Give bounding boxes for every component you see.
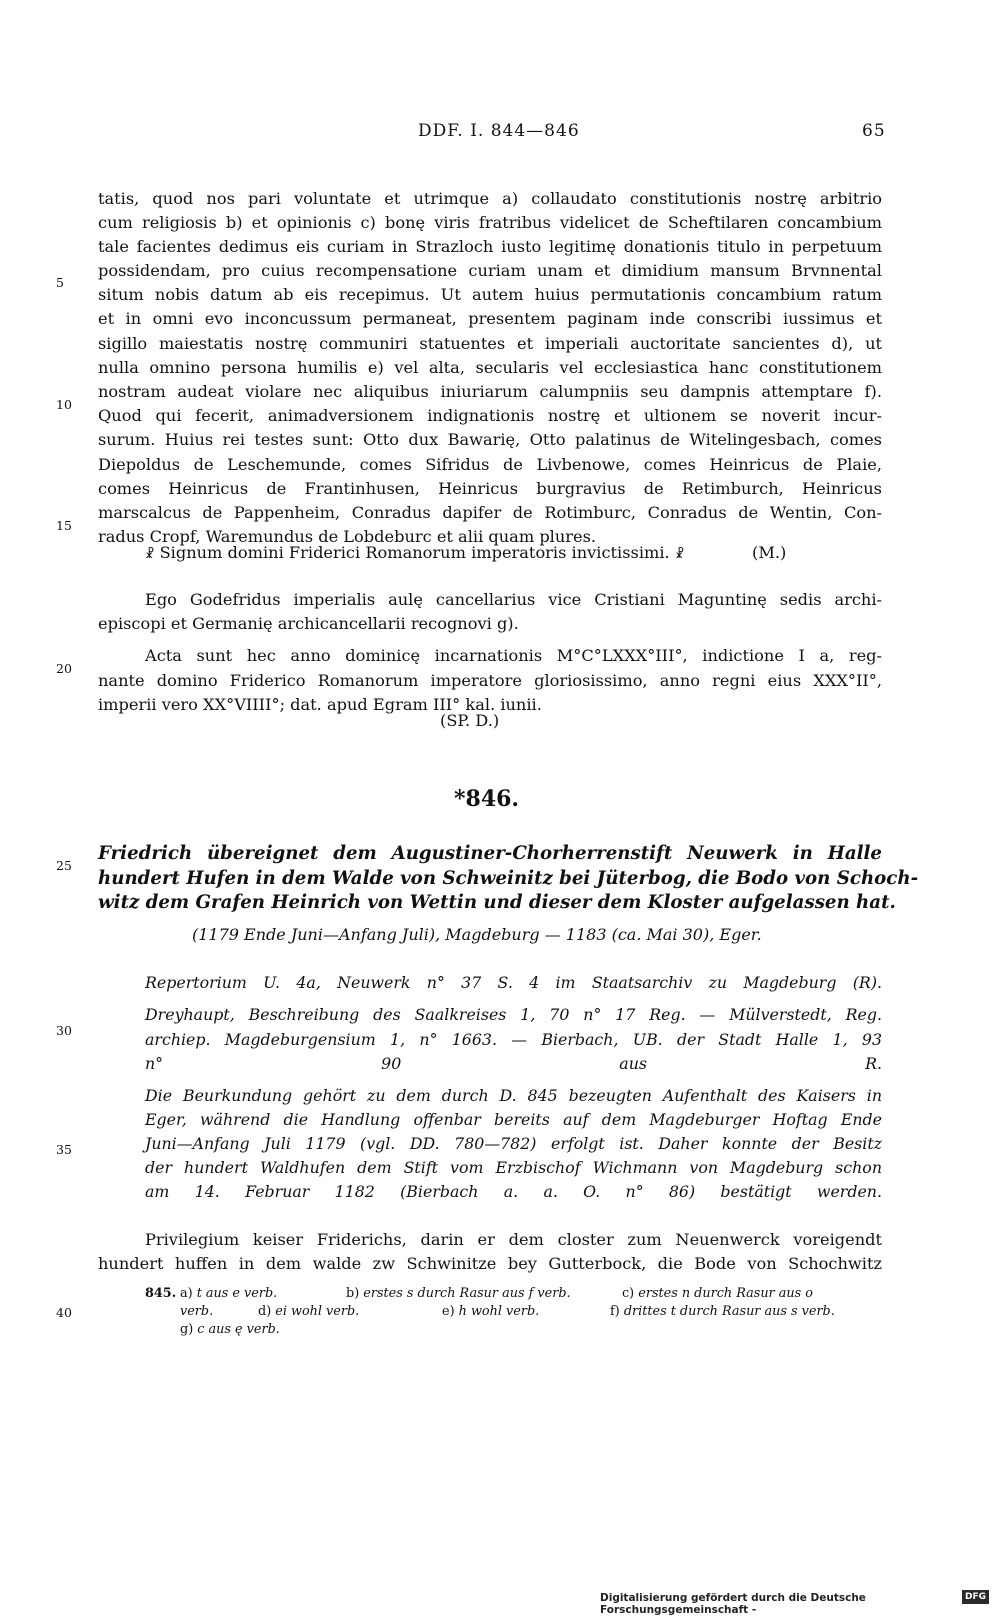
footnote-c: c) erstes n durch Rasur aus o: [622, 1286, 813, 1301]
line-number: 35: [56, 1142, 72, 1157]
commentary-line: am 14. Februar 1182 (Bierbach a. a. O. n° 86) bestätigt werden.: [145, 1181, 882, 1201]
title-line: witz dem Grafen Heinrich von Wettin und dieser dem Kloster aufgelassen hat.: [98, 892, 896, 914]
line-number: 15: [56, 518, 72, 533]
privilegium-line: hundert huffen in dem walde zw Schwinitze bey Gutterbock, die Bode von Schochwitz: [98, 1254, 882, 1274]
commentary-line: Die Beurkundung gehört zu dem durch D. 845 bezeugten Aufenthalt des Kaisers in: [145, 1085, 882, 1105]
footnote-e: e) h wohl verb.: [442, 1304, 540, 1319]
line-number: 40: [56, 1305, 72, 1320]
body-line: nostram audeat violare nec aliquibus iniuriarum calumpniis seu dampnis attemptare f).: [98, 382, 882, 402]
commentary-line: Juni—Anfang Juli 1179 (vgl. DD. 780—782) erfolgt ist. Daher konnte der Besitz: [145, 1133, 882, 1153]
dfg-logo: DFG: [962, 1590, 989, 1604]
footnote-a: a) t aus e verb.: [180, 1286, 278, 1301]
body-line: comes Heinricus de Frantinhusen, Heinricus burgravius de Retimburch, Heinricus: [98, 479, 882, 499]
seal-note: (SP. D.): [440, 711, 500, 730]
footnote-label: 845.: [145, 1286, 177, 1301]
header-title: DDF. I. 844—846: [418, 121, 580, 141]
body-line: Quod qui fecerit, animadversionem indignationis nostrę et ultionem se noverit incur-: [98, 406, 882, 426]
body-line: cum religiosis b) et opinionis c) bonę viris fratribus videlicet de Scheftilaren concambium: [98, 213, 882, 233]
recognition-line: Ego Godefridus imperialis aulę cancellarius vice Cristiani Maguntinę sedis archi-: [145, 590, 882, 610]
footnote-g: g) c aus ę verb.: [180, 1322, 280, 1337]
signum-line: [145, 543, 684, 562]
line-number: 20: [56, 661, 72, 676]
page-number: 65: [862, 121, 886, 141]
body-line: tatis, quod nos pari voluntate et utrimque a) collaudato constitutionis nostrę arbitrio: [98, 189, 882, 209]
body-line: possidendam, pro cuius recompensatione curiam unam et dimidium mansum Brvnnental: [98, 261, 882, 281]
commentary-line: Eger, während die Handlung offenbar bereits auf dem Magdeburger Hoftag Ende: [145, 1109, 882, 1129]
body-line: situm nobis datum ab eis recepimus. Ut autem huius permutationis concambium ratum: [98, 285, 882, 305]
edition-line: Dreyhaupt, Beschreibung des Saalkreises 1, 70 n° 17 Reg. — Mülverstedt, Reg.: [145, 1004, 882, 1024]
cross-icon: ☧: [145, 547, 155, 561]
footer-credit: Digitalisierung gefördert durch die Deutsche Forschungsgemeinschaft -: [600, 1592, 866, 1616]
body-line: surum. Huius rei testes sunt: Otto dux Bawarię, Otto palatinus de Witelingesbach, comes: [98, 430, 882, 450]
body-line: nulla omnino persona humilis e) vel alta, secularis vel ecclesiastica hanc constitutionem: [98, 358, 882, 378]
body-line: et in omni evo inconcussum permaneat, presentem paginam inde conscribi iussimus et: [98, 309, 882, 329]
commentary-line: der hundert Waldhufen dem Stift vom Erzbischof Wichmann von Magdeburg schon: [145, 1157, 882, 1177]
line-number: 5: [56, 275, 64, 290]
acta-line: nante domino Friderico Romanorum imperatore gloriosissimo, anno regni eius XXX°II°,: [98, 671, 882, 691]
title-line: hundert Hufen in dem Walde von Schweinitz bei Jüterbog, die Bodo von Schoch-: [98, 868, 919, 890]
cross-icon: ☧: [674, 547, 685, 561]
line-number: 30: [56, 1023, 72, 1038]
edition-line: n° 90 aus R.: [145, 1053, 882, 1073]
line-number: 25: [56, 858, 72, 873]
acta-line: Acta sunt hec anno dominicę incarnationis M°C°LXXX°III°, indictione I a, reg-: [145, 646, 882, 666]
repertorium-line: Repertorium U. 4a, Neuwerk n° 37 S. 4 im Staatsarchiv zu Magdeburg (R).: [145, 972, 882, 992]
acta-line: imperii vero XX°VIIII°; dat. apud Egram III° kal. iunii.: [98, 695, 542, 715]
title-line: Friedrich übereignet dem Augustiner-Chorherrenstift Neuwerk in Halle: [98, 843, 882, 865]
footnote-d: d) ei wohl verb.: [258, 1304, 360, 1319]
signum-text: Signum domini Friderici Romanorum imperatoris invictissimi.: [159, 543, 670, 562]
body-line: sigillo maiestatis nostrę communiri statuentes et imperiali auctoritate sancientes d), ut: [98, 334, 882, 354]
body-line: radus Cropf, Waremundus de Lobdeburc et alii quam plures.: [98, 527, 597, 547]
privilegium-line: Privilegium keiser Friderichs, darin er dem closter zum Neuenwerck voreigendt: [145, 1230, 882, 1250]
footnote-c-cont: verb.: [180, 1304, 214, 1319]
edition-line: archiep. Magdeburgensium 1, n° 1663. — Bierbach, UB. der Stadt Halle 1, 93: [145, 1029, 882, 1049]
body-line: tale facientes dedimus eis curiam in Strazloch iusto legitimę donationis titulo in perpetuum: [98, 237, 882, 257]
footnote-b: b) erstes s durch Rasur aus f verb.: [346, 1286, 571, 1301]
body-line: Diepoldus de Leschemunde, comes Sifridus de Livbenowe, comes Heinricus de Plaie,: [98, 455, 882, 475]
document-number: *846.: [454, 786, 520, 812]
recognition-line: episcopi et Germanię archicancellarii recognovi g).: [98, 614, 519, 634]
line-number: 10: [56, 397, 72, 412]
body-line: marscalcus de Pappenheim, Conradus dapifer de Rotimburc, Conradus de Wentin, Con-: [98, 503, 882, 523]
footnote-f: f) drittes t durch Rasur aus s verb.: [610, 1304, 835, 1319]
monogram: (M.): [752, 543, 787, 562]
date-line: (1179 Ende Juni—Anfang Juli), Magdeburg — 1183 (ca. Mai 30), Eger.: [192, 925, 762, 944]
